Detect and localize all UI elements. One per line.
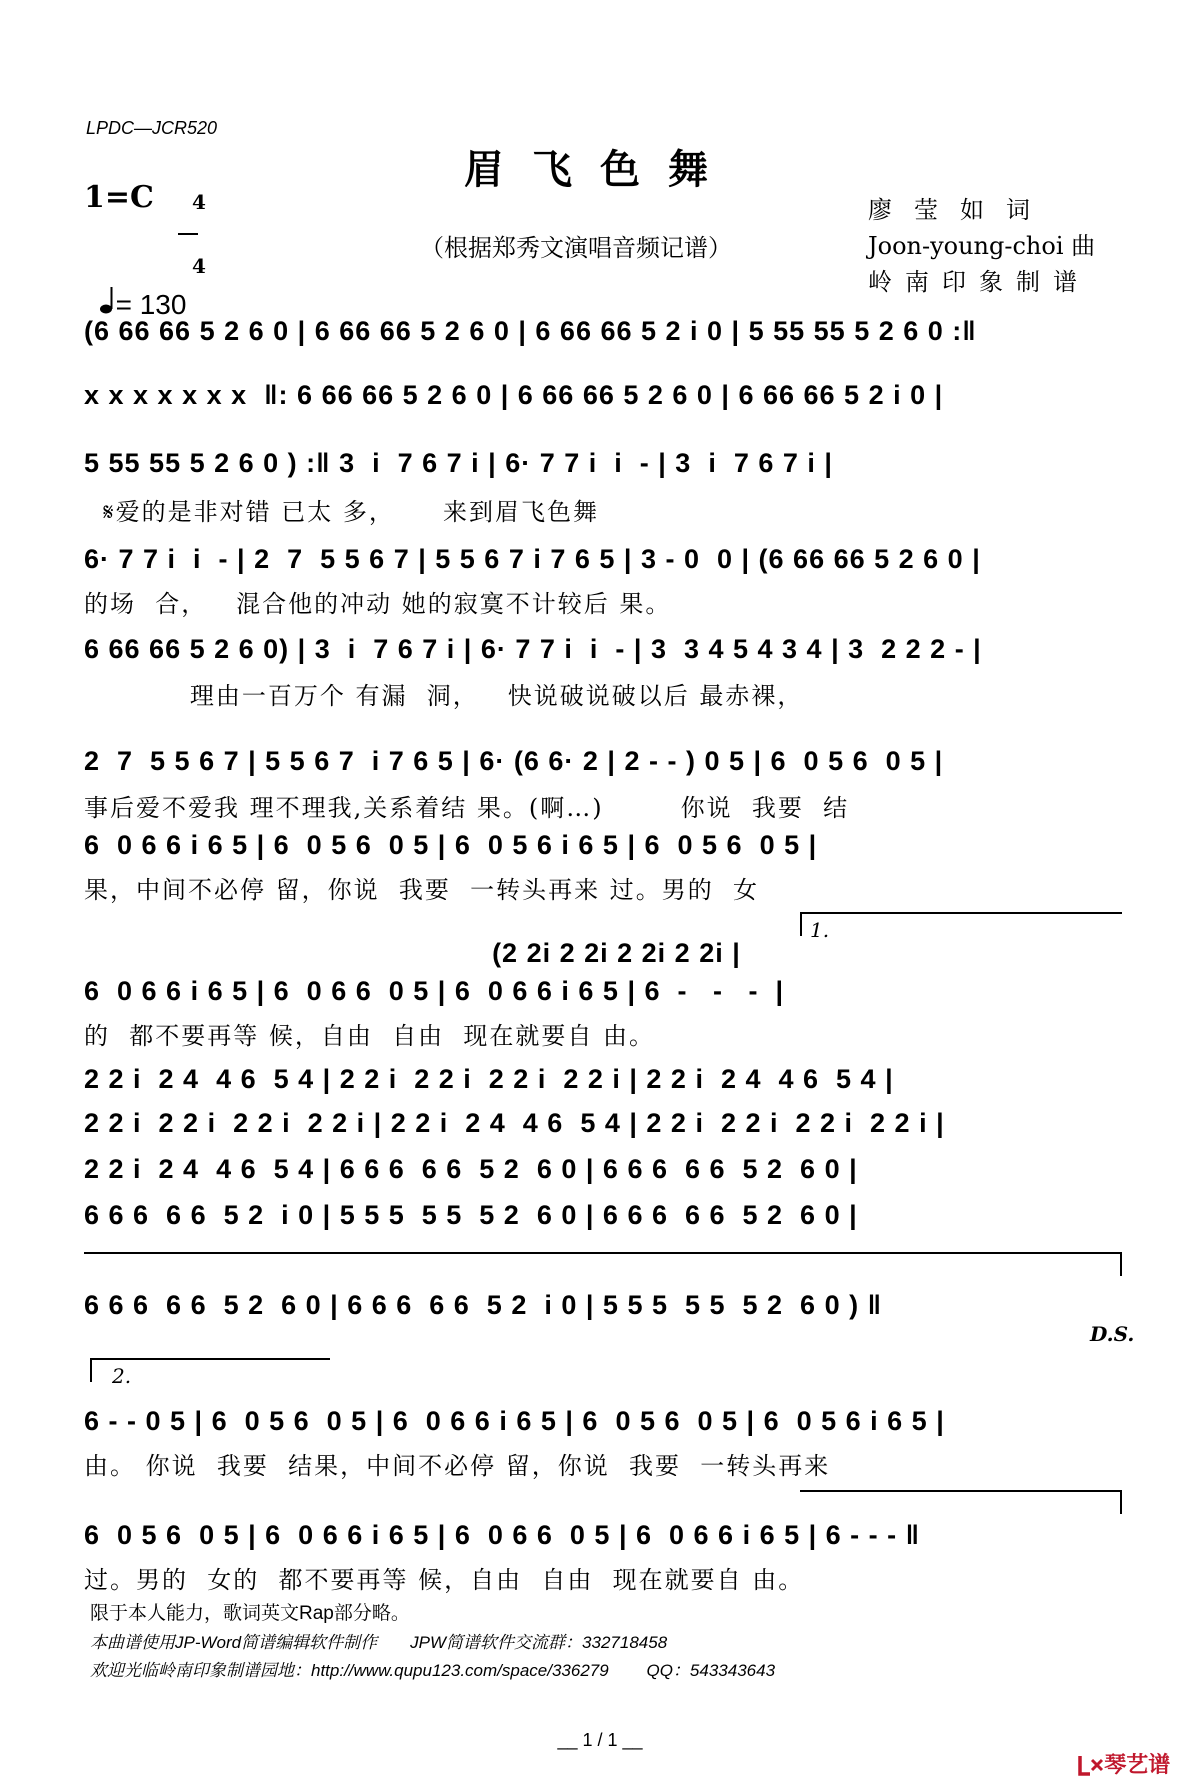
notation-row: 2 2 i 2 2 i 2 2 i 2 2 i | 2 2 i 2 4 4 6 5 4 | 2 2 i 2 2 i 2 2 i 2 2 i | [84, 1108, 945, 1138]
lyric-row: 事后爱不爱我 理不理我,关系着结 果。(啊…) 你说 我要 结 [84, 794, 850, 822]
page-number: __ 1 / 1 __ [557, 1730, 643, 1750]
lyric-row: 过。男的 女的 都不要再等 候，自由 自由 现在就要自 由。 [84, 1566, 805, 1594]
notation-row: 6 0 6 6 i 6 5 | 6 0 6 6 0 5 | 6 0 6 6 i 6 5 | 6 - - - | [84, 976, 785, 1006]
lyric-row: 果，中间不必停 留，你说 我要 一转头再来 过。男的 女 [84, 876, 760, 904]
key-signature: 1=C [84, 180, 154, 215]
notation-row: 5 55 55 5 2 6 0 ) :‖ 3 i 7 6 7 i | 6· 7 7 i i - | 3 i 7 6 7 i | [84, 448, 833, 478]
lyric-row: 理由一百万个 有漏 洞， 快说破说破以后 最赤裸， [84, 682, 804, 710]
notation-row: 6 - - 0 5 | 6 0 5 6 0 5 | 6 0 6 6 i 6 5 | 6 0 5 6 0 5 | 6 0 5 6 i 6 5 | [84, 1406, 945, 1436]
lyric-row: 的场 合， 混合他的冲动 她的寂寞不计较后 果。 [84, 590, 672, 618]
notation-row: (6 66 66 5 2 6 0 | 6 66 66 5 2 6 0 | 6 66 66 5 2 i 0 | 5 55 55 5 2 6 0 :‖ [84, 316, 977, 346]
footer-software-credit: 本曲谱使用JP-Word简谱编辑软件制作 JPW简谱软件交流群：332718458 [90, 1633, 668, 1652]
song-title: 眉飞色舞 [464, 146, 736, 193]
composer-credit: Joon-young-choi 曲 [868, 232, 1096, 260]
lyric-row: 的 都不要再等 候，自由 自由 现在就要自 由。 [84, 1022, 656, 1050]
volta-second-ending: 2. [112, 1364, 132, 1388]
logo-text: 琴艺谱 [1104, 1752, 1171, 1777]
site-logo [1066, 1722, 1170, 1779]
tempo-marking [84, 254, 186, 321]
notation-row: 2 7 5 5 6 7 | 5 5 6 7 i 7 6 5 | 6· (6 6· 2 | 2 - - ) 0 5 | 6 0 5 6 0 5 | [84, 746, 944, 776]
notation-row: 6 0 6 6 i 6 5 | 6 0 5 6 0 5 | 6 0 5 6 i 6 5 | 6 0 5 6 0 5 | [84, 830, 818, 860]
notation-row: 6 6 6 6 6 5 2 6 0 | 6 6 6 6 6 5 2 i 0 | 5 5 5 5 5 5 2 6 0 ) ‖ [84, 1290, 883, 1320]
lyricist-credit: 廖莹如词 [868, 196, 1052, 224]
time-signature-bottom: 4 [191, 254, 206, 278]
footer-note: 限于本人能力，歌词英文Rap部分略。 [90, 1603, 410, 1624]
quarter-note-icon [100, 286, 116, 314]
notation-row: x x x x x x x ‖: 6 66 66 5 2 6 0 | 6 66 66 5 2 6 0 | 6 66 66 5 2 i 0 | [84, 380, 944, 410]
catalog-number: LPDC—JCR520 [86, 118, 218, 138]
notation-row: 6 6 6 6 6 5 2 i 0 | 5 5 5 5 5 5 2 6 0 | 6 6 6 6 6 5 2 6 0 | [84, 1200, 858, 1230]
notation-row: 2 2 i 2 4 4 6 5 4 | 6 6 6 6 6 5 2 6 0 | 6 6 6 6 6 5 2 6 0 | [84, 1154, 858, 1184]
time-signature-top: 4 [191, 190, 206, 214]
logo-mark-icon [1078, 1754, 1104, 1778]
engraver-credit: 岭南印象制谱 [868, 268, 1090, 296]
tempo-value: = 130 [115, 289, 187, 320]
notation-row: 6· 7 7 i i - | 2 7 5 5 6 7 | 5 5 6 7 i 7 6 5 | 3 - 0 0 | (6 66 66 5 2 6 0 | [84, 544, 981, 574]
notation-row: 2 2 i 2 4 4 6 5 4 | 2 2 i 2 2 i 2 2 i 2 2 i | 2 2 i 2 4 4 6 5 4 | [84, 1064, 894, 1094]
lyric-row: 𝄋爱的是非对错 已太 多， 来到眉飞色舞 [84, 498, 599, 526]
footer-website-credit: 欢迎光临岭南印象制谱园地：http://www.qupu123.com/space/336279 QQ：543343643 [90, 1661, 776, 1680]
subtitle: （根据郑秀文演唱音频记谱） [420, 234, 732, 262]
notation-row: 6 66 66 5 2 6 0) | 3 i 7 6 7 i | 6· 7 7 i i - | 3 3 4 5 4 3 4 | 3 2 2 2 - | [84, 634, 982, 664]
lyric-row: 由。 你说 我要 结果，中间不必停 留，你说 我要 一转头再来 [84, 1452, 831, 1480]
volta-first-ending: 1. [810, 918, 830, 942]
notation-row: (2 2i 2 2i 2 2i 2 2i | [84, 938, 741, 968]
dal-segno-mark: D.S. [1090, 1322, 1135, 1346]
notation-row: 6 0 5 6 0 5 | 6 0 6 6 i 6 5 | 6 0 6 6 0 5 | 6 0 6 6 i 6 5 | 6 - - - ‖ [84, 1520, 921, 1550]
